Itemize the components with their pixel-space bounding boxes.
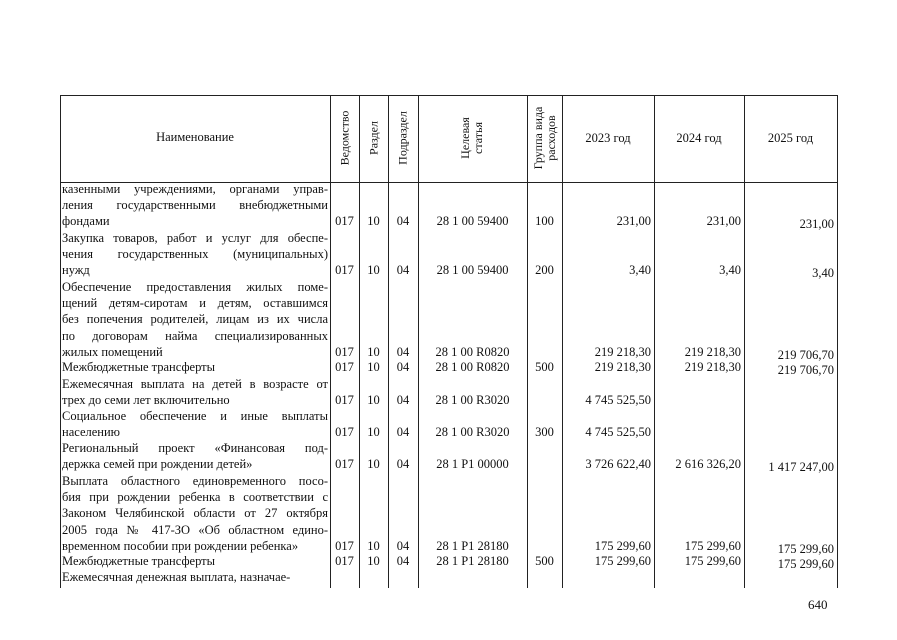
header-2023: 2023 год [585,131,631,145]
row-cell-ved: 017 [335,360,354,374]
col-border-left [60,95,61,588]
header-razdel: Раздел [366,121,381,155]
row-name-line: Межбюджетные трансферты [62,554,216,568]
row-cell-cs: 28 1 00 R3020 [435,393,510,408]
header-target-line2: статья [471,122,485,154]
row-name-line: Региональный проект «Финансовая под- [62,441,328,455]
row-name [62,279,328,360]
row-name [62,553,328,569]
row-name-line: 2005 года № 417-ЗО «Об областном едино- [62,522,328,537]
row-cell-v2024: 3,40 [719,263,741,278]
row-cell-cs: 28 1 P1 28180 [436,554,509,568]
row-cell-pod: 04 [396,425,410,440]
row-cell-pod: 04 [396,538,410,553]
row-cell-ved: 017 [335,457,354,472]
row-cell-raz: 10 [367,538,380,553]
row-cell-v2025: 219 706,70 [777,347,834,362]
row-cell-raz: 10 [367,393,380,408]
col-border-gr [562,95,563,588]
row-cell-raz: 10 [367,344,380,359]
row-cell-gr: 200 [535,263,554,278]
row-cell-v2023: 4 745 525,50 [585,425,651,440]
row-cell-v2025: 219 706,70 [777,363,834,377]
header-podrazdel: Подраздел [395,111,410,165]
col-border-ved [359,95,360,588]
row-cell-pod: 04 [396,344,410,359]
row-name-line: Ежемесячная денежная выплата, назначае- [62,570,291,584]
row-cell-cs: 28 1 00 59400 [436,263,509,278]
header-group-line2: расходов [544,115,558,161]
row-cell-pod: 04 [396,457,410,472]
row-name [62,473,328,554]
header-2025: 2025 год [767,131,814,145]
row-cell-cs: 28 1 P1 28180 [436,538,509,553]
row-name [62,408,328,440]
col-border-pod [418,95,419,588]
row-cell-v2025: 3,40 [812,266,834,281]
row-name-line: Обеспечение предоставления жилых поме- [62,280,328,294]
row-cell-v2023: 219 218,30 [594,344,651,359]
row-cell-ved: 017 [335,554,354,568]
row-cell-raz: 10 [367,214,380,229]
header-group-line1: Группа вида [531,106,545,170]
header-2024: 2024 год [676,131,722,145]
row-cell-cs: 28 1 P1 00000 [436,457,509,472]
row-name-line: трех до семи лет включительно [62,393,230,408]
row-name-line: нужд [62,263,90,278]
row-name [62,569,328,585]
col-border-name [330,95,331,588]
row-cell-v2025: 175 299,60 [777,541,834,556]
row-name-line: жилых помещений [62,344,163,359]
row-cell-pod: 04 [396,554,410,568]
row-cell-raz: 10 [367,554,380,568]
row-cell-v2023: 3 726 622,40 [585,457,651,472]
row-cell-v2023: 4 745 525,50 [585,393,651,408]
row-cell-ved: 017 [335,425,354,440]
row-name [62,230,328,279]
row-cell-ved: 017 [335,344,354,359]
page-number: 640 [808,597,828,612]
row-cell-v2024: 175 299,60 [684,554,741,568]
row-cell-v2024: 2 616 326,20 [675,457,741,472]
row-name-line: по договорам найма специализированных [62,328,328,343]
row-cell-v2024: 219 218,30 [684,360,741,374]
header-expense-group [532,107,558,170]
row-cell-cs: 28 1 00 R0820 [435,360,510,374]
row-name-line: Межбюджетные трансферты [62,360,216,374]
table-top-border [60,95,838,96]
row-name-line: чения государственных (муниципальных) [62,247,328,262]
row-cell-v2023: 3,40 [629,263,651,278]
row-name-line: Законом Челябинской области от 27 октября [62,506,328,521]
row-cell-gr: 300 [535,425,554,440]
row-cell-pod: 04 [396,214,410,229]
header-target-line1: Целевая [458,117,472,159]
row-cell-pod: 04 [396,263,410,278]
row-name-line: без попечения родителей, лицам из их числа [62,312,328,327]
row-name [62,359,328,375]
header-vedomstvo: Ведомство [337,110,352,166]
row-cell-gr: 500 [535,554,554,568]
row-name [62,181,328,230]
row-cell-cs: 28 1 00 59400 [436,214,509,229]
row-name-line: населению [62,425,120,440]
row-name-line: Социальное обеспечение и иные выплаты [62,409,328,423]
col-border-cs [527,95,528,588]
row-name-line: ления государственными внебюджетными [62,198,328,213]
row-cell-raz: 10 [367,360,380,374]
row-name-line: казенными учреждениями, органами управ- [62,182,328,196]
row-cell-raz: 10 [367,425,380,440]
col-border-right [837,95,838,588]
row-cell-pod: 04 [396,360,410,374]
col-border-2023 [654,95,655,588]
row-cell-v2025: 1 417 247,00 [768,460,834,475]
row-cell-cs: 28 1 00 R0820 [435,344,510,359]
row-cell-raz: 10 [367,457,380,472]
row-cell-v2023: 219 218,30 [594,360,651,374]
col-border-2024 [744,95,745,588]
row-cell-raz: 10 [367,263,380,278]
row-cell-v2023: 175 299,60 [594,554,651,568]
row-name-line: бия при рождении ребенка в соответствии с [62,490,328,505]
row-name-line: щений детям-сиротам и детям, оставшимся [62,296,328,311]
row-cell-v2024: 231,00 [706,214,741,229]
header-name: Наименование [156,130,234,144]
row-cell-pod: 04 [396,393,410,408]
row-cell-cs: 28 1 00 R3020 [435,425,510,440]
row-cell-v2023: 231,00 [616,214,651,229]
row-cell-ved: 017 [335,393,354,408]
row-cell-ved: 017 [335,214,354,229]
col-border-raz [388,95,389,588]
row-name [62,440,328,472]
row-cell-v2024: 175 299,60 [684,538,741,553]
row-cell-v2025: 231,00 [799,217,834,232]
header-target-article [459,117,485,159]
row-name-line: фондами [62,214,110,229]
row-cell-v2023: 175 299,60 [594,538,651,553]
row-name-line: Выплата областного единовременного посо- [62,474,328,488]
row-cell-v2024: 219 218,30 [684,344,741,359]
row-name-line: Ежемесячная выплата на детей в возрасте от [62,377,328,391]
row-name-line: держка семей при рождении детей» [62,457,253,472]
row-cell-v2025: 175 299,60 [777,557,834,571]
row-cell-gr: 500 [535,360,554,374]
row-name [62,376,328,408]
row-name-line: Закупка товаров, работ и услуг для обеспе- [62,231,328,245]
row-cell-ved: 017 [335,538,354,553]
row-cell-ved: 017 [335,263,354,278]
row-cell-gr: 100 [535,214,554,229]
row-name-line: временном пособии при рождении ребенка» [62,538,299,553]
